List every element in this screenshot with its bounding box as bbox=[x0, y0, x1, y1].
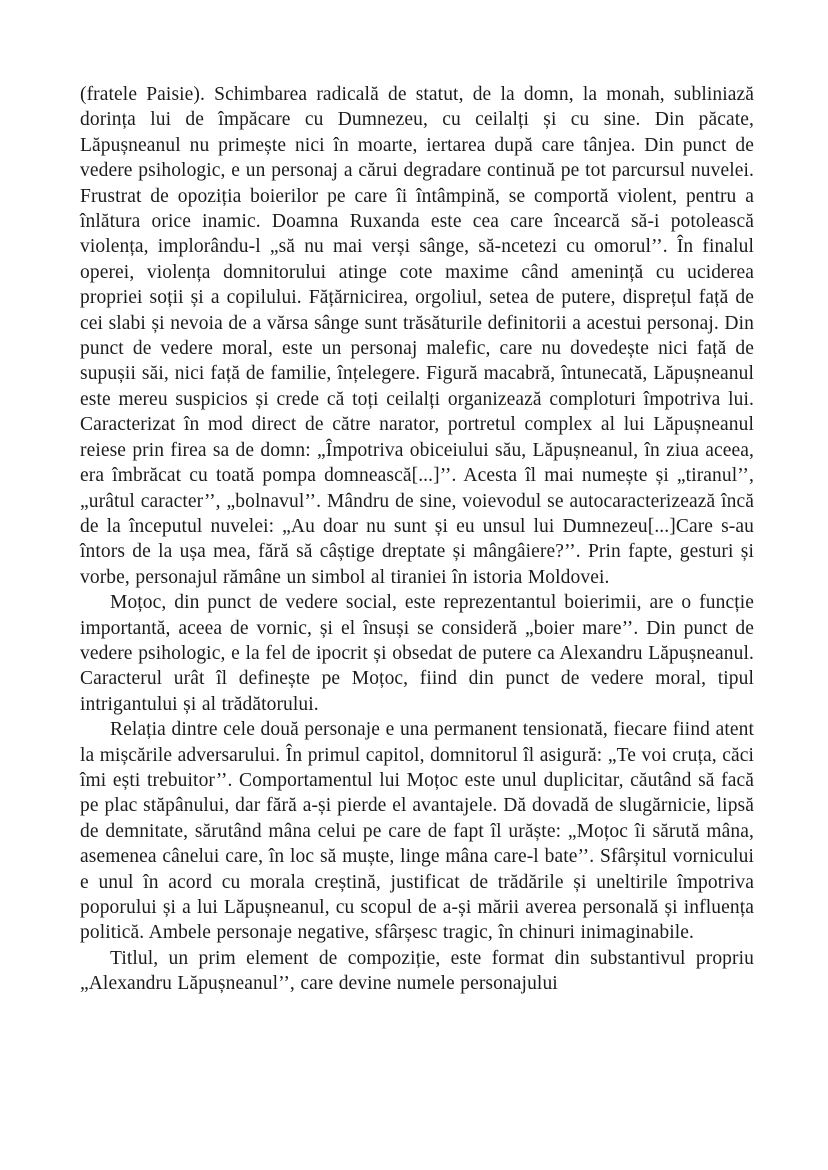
text-body bbox=[80, 82, 754, 997]
paragraph: Relația dintre cele două personaje e una permanent tensionată, fiecare fiind atent la mișcările adversarului. În primul capitol, domnitorul îl asigură: „Te voi cruța, căci îmi ești trebuitor’’. Comportamentul lui Moțoc este unul duplicitar, căutând să facă pe plac stăpânului, dar fără a-și pierde el avantajele. Dă dovadă de slugărnicie, lipsă de demnitate, sărutând mâna celui pe care de fapt îl urăște: „Moțoc îi sărută mâna, asemenea cânelui care, în loc să muște, linge mâna care-l bate’’. Sfârșitul vornicului e unul în acord cu morala creștină, justificat de trădările și uneltirile împotriva poporului și a lui Lăpușneanul, cu scopul de a-și mării averea personală și influența politică. Ambele personaje negative, sfârșesc tragic, în chinuri inimaginabile. bbox=[80, 719, 754, 944]
paragraph: Titlul, un prim element de compoziție, este format din substantivul propriu „Alexandru Lăpușneanul’’, care devine numele personajului bbox=[80, 947, 754, 995]
paragraph: Moțoc, din punct de vedere social, este reprezentantul boierimii, are o funcție importantă, aceea de vornic, și el însuși se consideră „boier mare’’. Din punct de vedere psihologic, e la fel de ipocrit și obsedat de putere ca Alexandru Lăpușneanul. Caracterul urât îl definește pe Moțoc, fiind din punct de vedere moral, tipul intrigantului și al trădătorului. bbox=[80, 592, 754, 715]
paragraph: (fratele Paisie). Schimbarea radicală de statut, de la domn, la monah, subliniază dorința lui de împăcare cu Dumnezeu, cu ceilalți și cu sine. Din păcate, Lăpușneanul nu primește nici în moarte, iertarea după care tânjea. Din punct de vedere psihologic, e un personaj a cărui degradare continuă pe tot parcursul nuvelei. Frustrat de opoziția boierilor pe care îi întâmpină, se comportă violent, pentru a înlătura orice inamic. Doamna Ruxanda este cea care încearcă să-i potolească violența, implorându-l „să nu mai verși sânge, să-ncetezi cu omorul’’. În finalul operei, violența domnitorului atinge cote maxime când amenință cu uciderea propriei soții și a copilului. Fățărnicirea, orgoliul, setea de putere, disprețul față de cei slabi și nevoia de a vărsa sânge sunt trăsăturile definitorii a acestui personaj. Din punct de vedere moral, este un personaj malefic, care nu dovedește nici față de supușii săi, nici față de familie, înțelegere. Figură macabră, întunecată, Lăpușneanul este mereu suspicios și crede că toți ceilalți organizează comploturi împotriva lui. Caracterizat în mod direct de către narator, portretul complex al lui Lăpușneanul reiese prin firea sa de domn: „Împotriva obiceiului său, Lăpușneanul, în ziua aceea, era îmbrăcat cu toată pompa domnească[...]’’. Acesta îl mai numește și „tiranul’’, „urâtul caracter’’, „bolnavul’’. Mândru de sine, voievodul se autocaracterizează încă de la începutul nuvelei: „Au doar nu sunt și eu unsul lui Dumnezeu[...]Care s-au întors de la ușa mea, fără să câștige dreptate și mângâiere?’’. Prin fapte, gesturi și vorbe, personajul rămâne un simbol al tiraniei în istoria Moldovei. bbox=[80, 84, 754, 588]
